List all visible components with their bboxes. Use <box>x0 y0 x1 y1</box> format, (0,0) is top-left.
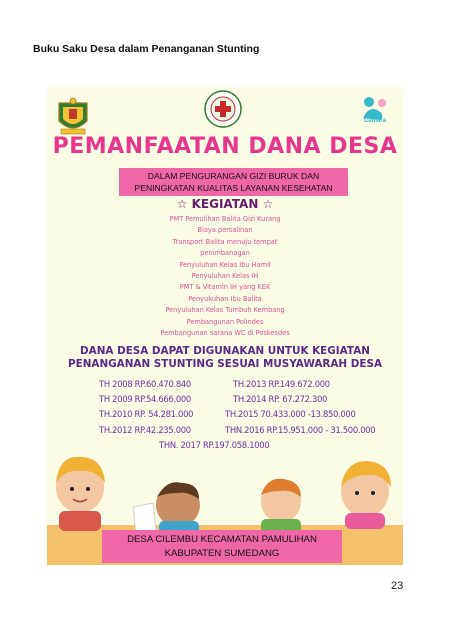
document-header-title: Buku Saku Desa dalam Penanganan Stunting <box>33 43 260 55</box>
subtitle-line: PENINGKATAN KUALITAS LAYANAN KESEHATAN <box>134 183 333 193</box>
activity-item: Pembangunan sarana WC di Poskesdes <box>160 329 290 338</box>
activity-item: Penyuluhan Kelas Tumbuh Kembang <box>165 306 285 315</box>
activity-item: Biaya persalinan <box>197 226 253 235</box>
activity-item: Penyukuhan Ibu Balita <box>188 294 262 303</box>
budget-entry: THN. 2017 RP.197.058.1000 <box>159 440 270 450</box>
activity-list <box>47 214 403 339</box>
cemara-logo-icon <box>355 92 395 132</box>
child-figure <box>56 457 105 531</box>
subtitle-line: DALAM PENGURANGAN GIZI BURUK DAN <box>147 171 320 181</box>
budget-entry: TH.2014 RP. 67.272.300 <box>233 394 328 404</box>
cemara-logo-text: Cemara <box>363 118 386 124</box>
page-number: 23 <box>391 580 404 592</box>
health-office-logo-icon <box>204 90 242 128</box>
usage-heading-line: DANA DESA DAPAT DIGUNAKAN UNTUK KEGIATAN <box>80 345 370 357</box>
footer-location-box <box>102 530 342 563</box>
activity-item: penimbanagan <box>200 249 250 258</box>
subtitle-box <box>119 168 348 196</box>
child-figure <box>261 479 301 533</box>
budget-entry: TH.2013 RP.149.672.000 <box>233 379 330 389</box>
poster-title: PEMANFAATAN DANA DESA <box>52 134 398 159</box>
budget-entry: TH.2012 RP.42.235.000 <box>99 425 191 435</box>
activity-item: PMT Pemulihan Balita Gizi Kurang <box>169 215 281 223</box>
footer-line: DESA CILEMBU KECAMATAN PAMULIHAN <box>127 534 317 545</box>
regency-crest-icon <box>57 97 89 137</box>
activity-item: Pembangunan Polindes <box>186 317 264 326</box>
budget-entry: THN.2016 RP.15.951.000 - 31.500.000 <box>225 425 376 435</box>
kegiatan-heading: ☆ KEGIATAN ☆ <box>176 197 274 211</box>
activity-item: Penyuluhan Kelas IH <box>191 272 259 281</box>
budget-entry: TH 2009 RP.54.666.000 <box>99 394 191 404</box>
poster <box>47 87 403 565</box>
activity-item: PMT & Vitamin IH yang KEK <box>179 283 271 292</box>
usage-heading-line: PENANGANAN STUNTING SESUAI MUSYAWARAH DESA <box>68 358 382 370</box>
activity-item: Transport Balita menuju tempat <box>172 237 278 246</box>
activity-item: Penyuluhan Kelas Ibu Hamil <box>179 260 271 269</box>
budget-entry: TH.2015 70.433.000 -13.850.000 <box>225 409 356 419</box>
budget-entry: TH.2010 RP. 54.281.000 <box>99 409 194 419</box>
child-figure <box>156 482 200 535</box>
usage-heading <box>47 345 403 371</box>
budget-entry: TH 2008 RP.60.470.840 <box>99 379 191 389</box>
footer-line: KABUPATEN SUMEDANG <box>164 548 280 559</box>
child-figure <box>341 461 391 529</box>
